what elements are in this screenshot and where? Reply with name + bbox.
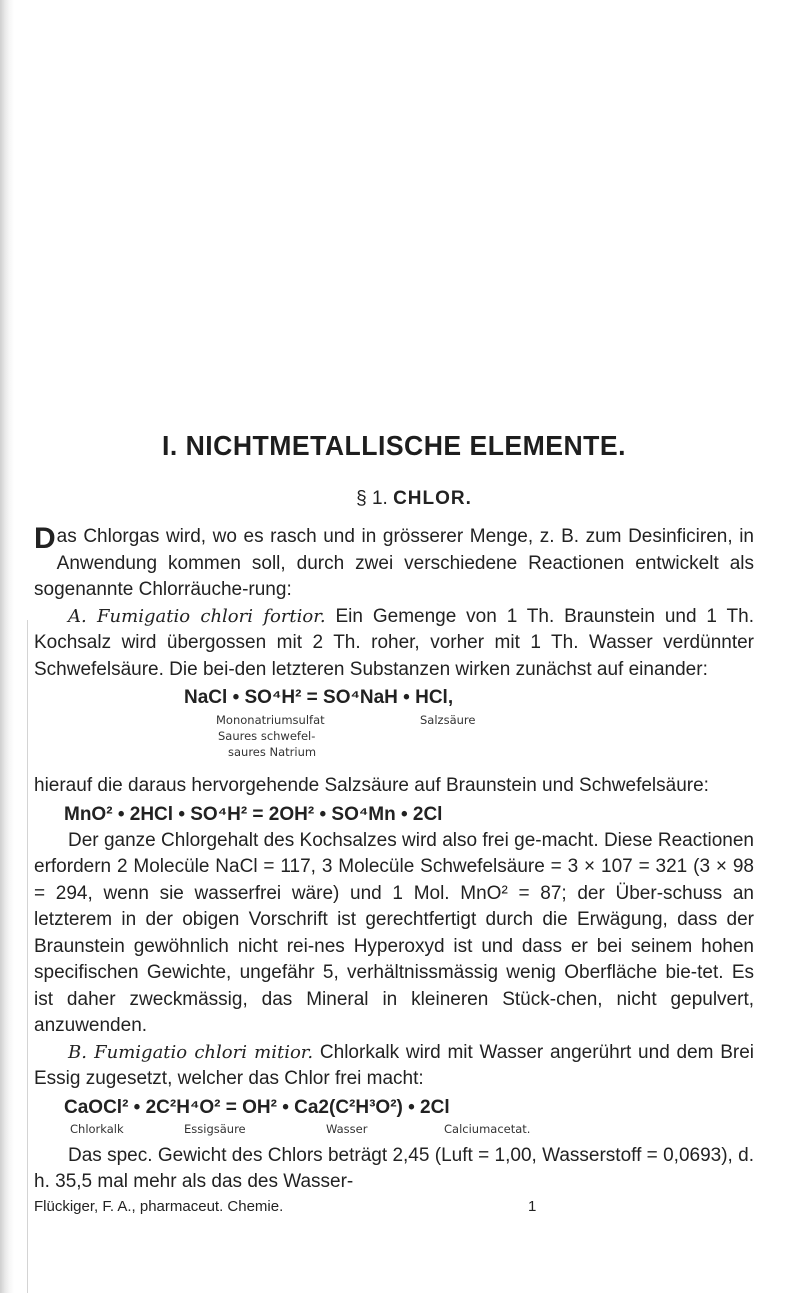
part-a-label: A. Fumigatio chlori fortior. <box>68 605 326 627</box>
part-a-paragraph <box>34 604 754 684</box>
equation-3: CaOCl² • 2C²H⁴O² = OH² • Ca2(C²H³O²) • 2Cl <box>64 1096 450 1118</box>
section-name: CHLOR. <box>393 488 472 509</box>
chapter-title: I. NICHTMETALLISCHE ELEMENTE. <box>161 430 626 461</box>
section-number: § 1. <box>356 488 388 509</box>
equation-1-notes <box>34 711 754 771</box>
note-wasser: Wasser <box>326 1121 368 1136</box>
part-b-paragraph <box>34 1040 754 1093</box>
page-edge-shadow <box>0 0 14 1293</box>
note-calciumacetat: Calciumacetat. <box>444 1121 531 1136</box>
note-mononatriumsulfat: Mononatriumsulfat <box>216 713 325 727</box>
note-salzsaeure: Salzsäure <box>420 713 476 727</box>
page-number: 1 <box>528 1197 537 1215</box>
section-title <box>74 488 754 510</box>
note-saures-1: Saures schwefel- <box>218 729 316 743</box>
note-saures-2: saures Natrium <box>228 745 317 759</box>
hierauf-paragraph: hierauf die daraus hervorgehende Salzsäure auf Braunstein und Schwefelsäure: <box>34 775 709 796</box>
part-b-label: B. Fumigatio chlori mitior. <box>68 1041 314 1063</box>
note-chlorkalk: Chlorkalk <box>70 1121 124 1136</box>
equation-1: NaCl • SO⁴H² = SO⁴NaH • HCl, <box>184 687 454 708</box>
note-essigsaeure: Essigsäure <box>184 1121 246 1136</box>
page-fold-line <box>27 620 28 1293</box>
gewicht-paragraph: Das spec. Gewicht des Chlors beträgt 2,45 (Luft = 1,00, Wasserstoff = 0,0693), d. h. 35,5 mal mehr als das des Wasser- <box>34 1144 754 1192</box>
part-a-text: Ein Gemenge von 1 Th. Braunstein und 1 Th. Kochsalz wird übergossen mit 2 Th. roher, vorher mit 1 Th. Wasser verdünnter Schwefelsäure. Die bei-den letzteren Substanzen wirken zunächst auf einander: <box>34 605 754 680</box>
page-content <box>34 430 754 1218</box>
part-b-text: Chlorkalk wird mit Wasser angerührt und dem Brei Essig zugesetzt, welcher das Chlor frei macht: <box>34 1041 755 1089</box>
footer-author: Flückiger, F. A., pharmaceut. Chemie. <box>34 1197 284 1215</box>
page-footer <box>34 1196 754 1218</box>
equation-3-notes <box>34 1121 754 1143</box>
intro-paragraph <box>34 524 754 604</box>
equation-2: MnO² • 2HCl • SO⁴H² = 2OH² • SO⁴Mn • 2Cl <box>64 803 443 825</box>
chlorgehalt-paragraph: Der ganze Chlorgehalt des Kochsalzes wird also frei ge-macht. Diese Reactionen erfordern 2 Molecüle NaCl = 117, 3 Molecüle Schwefelsäure = 3 × 107 = 321 (3 × 98 = 294, wenn sie wasserfrei wäre) und 1 Mol. MnO² = 87; der Über-schuss an letzterem in der obigen Vorschrift ist gerechtfertigt durch die Erwägung, dass der Braunstein gewöhnlich nicht rei-nes Hyperoxyd ist und dass er bei seinem hohen specifischen Gewichte, ungefähr 5, verhältnissmässig wenig Oberfläche bie-tet. Es ist daher zweckmässig, das Mineral in kleineren Stück-chen, nicht gepulvert, anzuwenden. <box>34 829 754 1036</box>
intro-text: as Chlorgas wird, wo es rasch und in grösserer Menge, z. B. zum Desinficiren, in Anwendung kommen soll, durch zwei verschiedene Reactionen entwickelt als sogenannte Chlorräuche-rung: <box>34 526 754 600</box>
drop-cap: D <box>34 522 56 555</box>
